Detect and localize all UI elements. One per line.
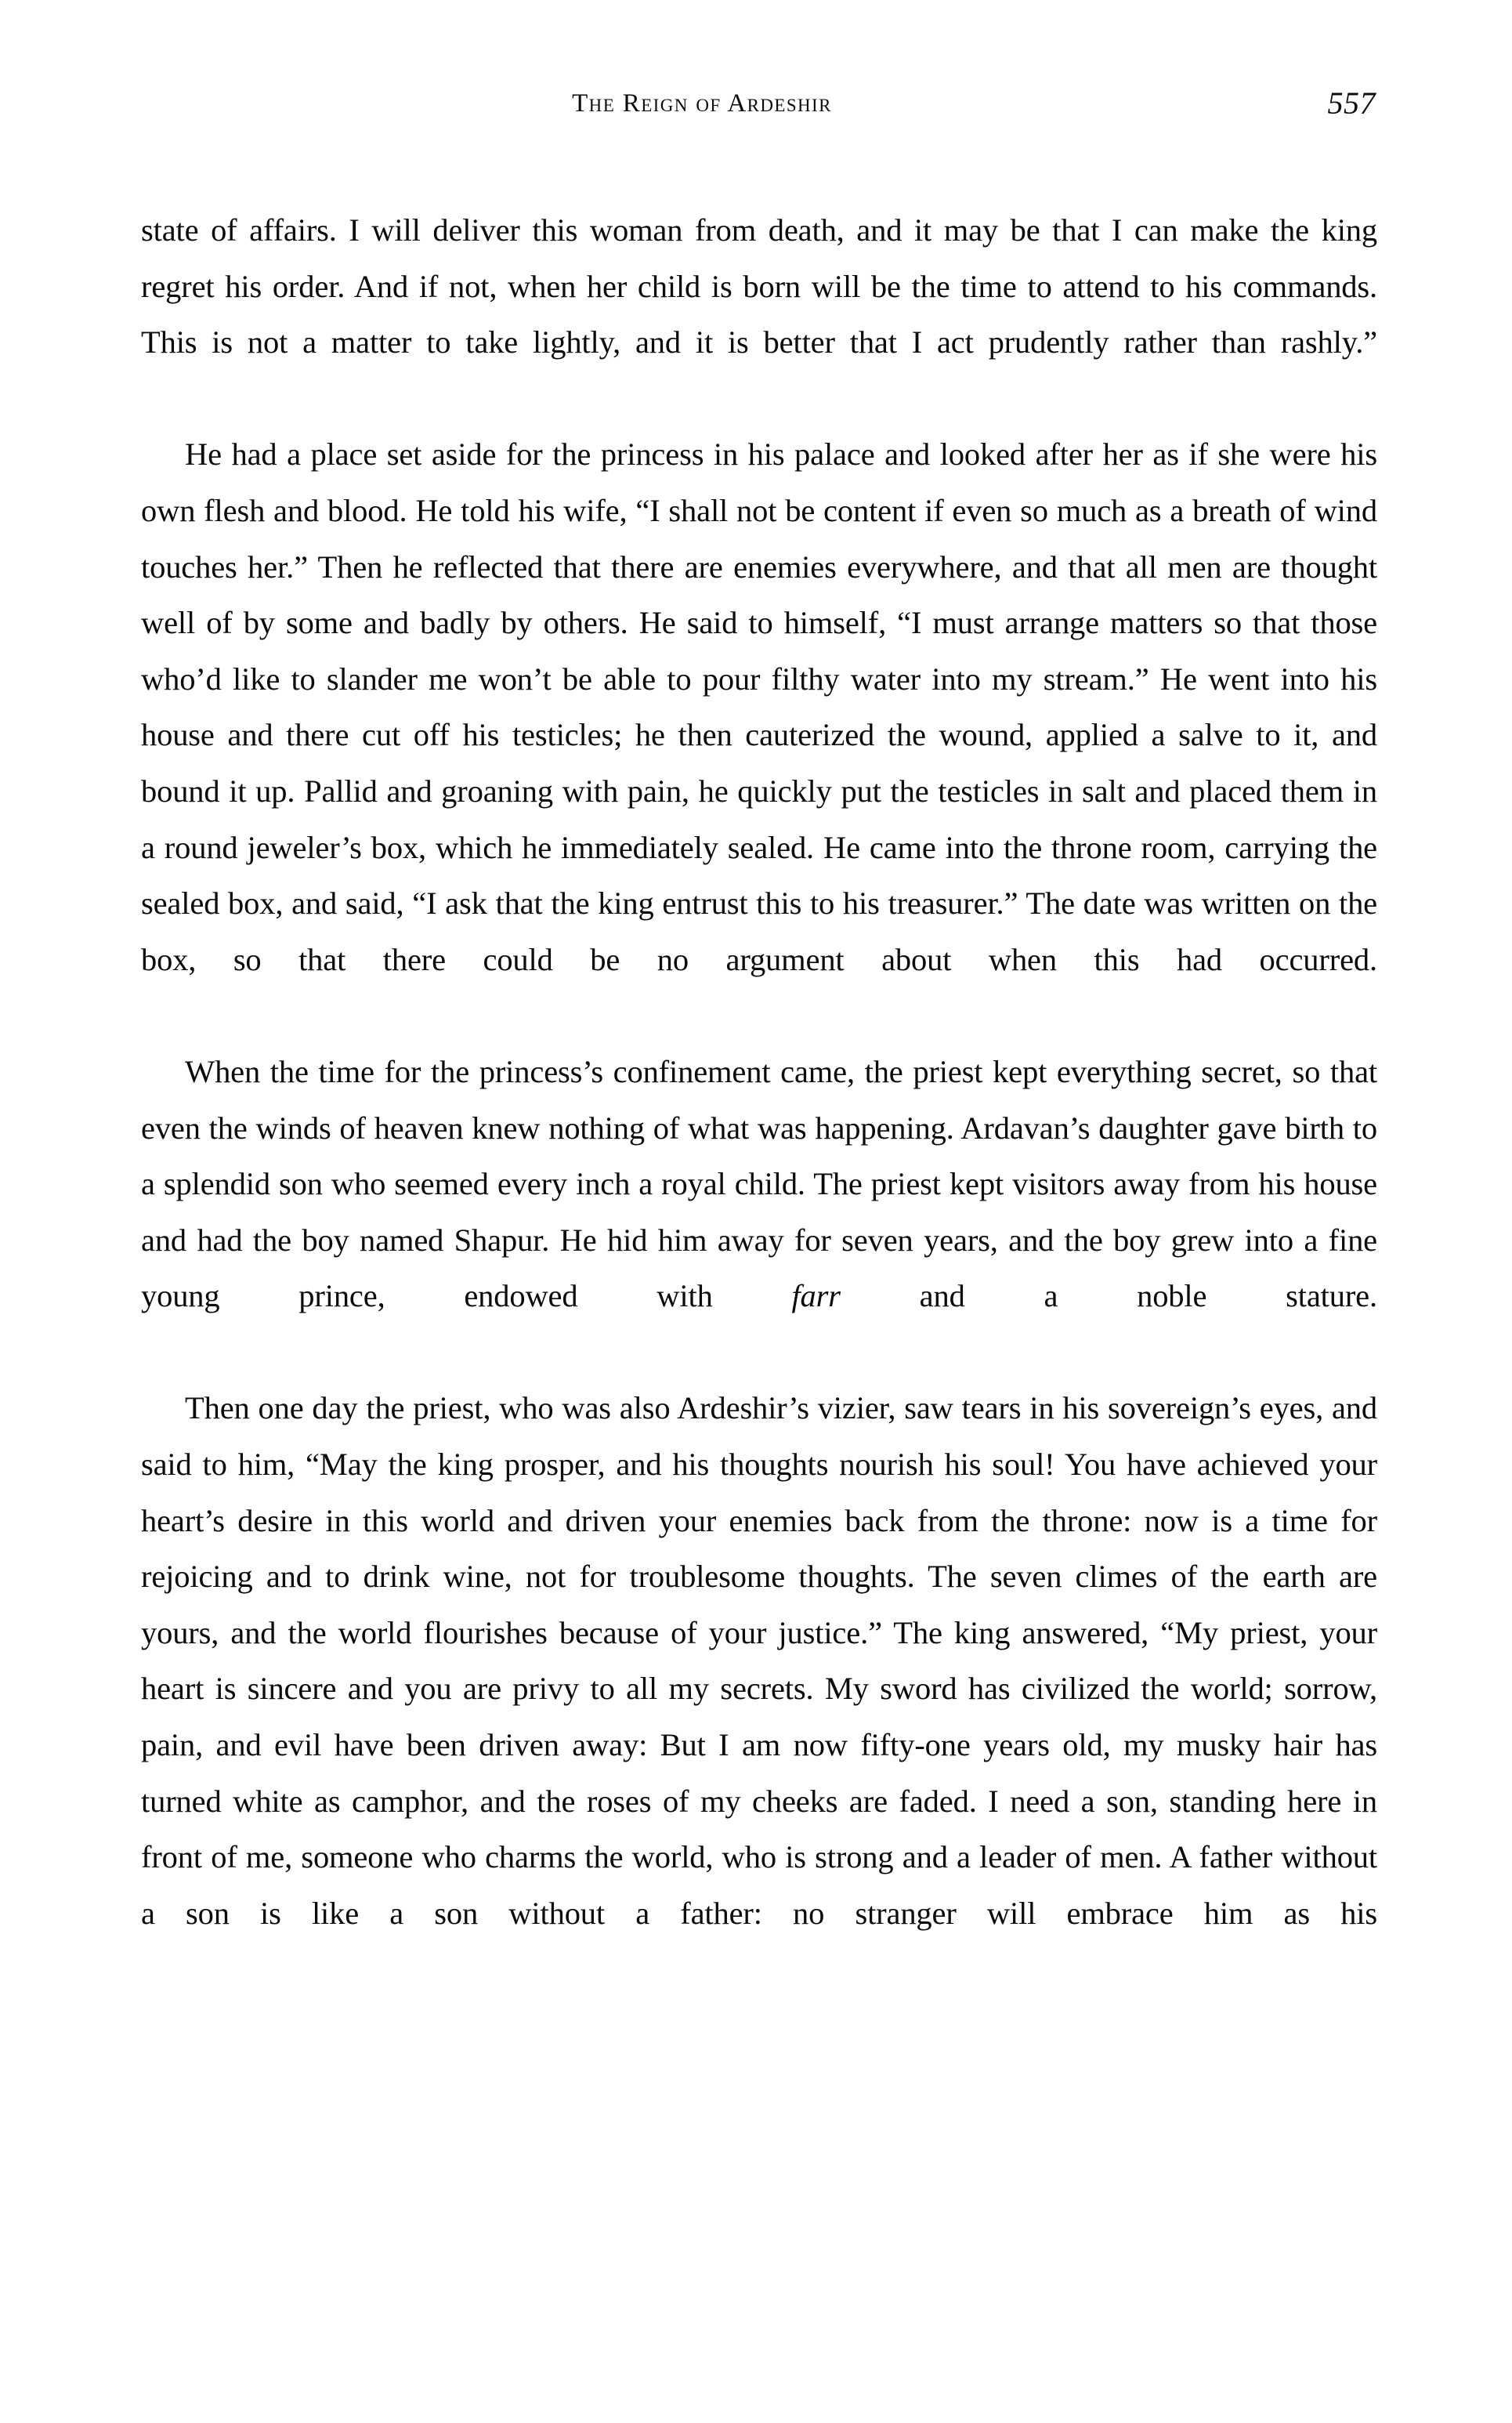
paragraph: state of affairs. I will deliver this woman from death, and it may be that I can make the king regret his order. And if not, when her child is born will be the time to attend to his commands. This is not a matter to take lightly, and it is better that I act prudently rather than rashly.”	[141, 212, 1377, 360]
running-head	[139, 85, 1376, 132]
paragraph: Then one day the priest, who was also Ardeshir’s vizier, saw tears in his sovereign’s eyes, and said to him, “May the king prosper, and his thoughts nourish his soul! You have achieved your heart’s desire in this world and driven your enemies back from the throne: now is a time for rejoicing and to drink wine, not for troublesome thoughts. The seven climes of the earth are yours, and the world flourishes because of your justice.” The king answered, “My priest, your heart is sincere and you are privy to all my secrets. My sword has civilized the world; sorrow, pain, and evil have been driven away: But I am now fifty-one years old, my musky hair has turned white as camphor, and the roses of my cheeks are faded. I need a son, standing here in front of me, someone who charms the world, who is strong and a leader of men. A father without a son is like a son without a father: no stranger will embrace him as his	[141, 1390, 1377, 1931]
paragraph-text-segment: When the time for the princess’s confinement came, the priest kept everything secret, so that even the winds of heaven knew nothing of what was happening. Ardavan’s daughter gave birth to a splendid son who seemed every inch a royal child. The priest kept visitors away from his house and had the boy named Shapur. He hid him away for seven years, and the boy grew into a fine young prince, endowed with	[141, 1053, 1377, 1314]
paragraph: He had a place set aside for the princess in his palace and looked after her as if she were his own flesh and blood. He told his wife, “I shall not be content if even so much as a breath of wind touches her.” Then he reflected that there are enemies everywhere, and that all men are thought well of by some and badly by others. He said to himself, “I must arrange matters so that those who’d like to slander me won’t be able to pour filthy water into my stream.” He went into his house and there cut off his testicles; he then cauterized the wound, applied a salve to it, and bound it up. Pallid and groaning with pain, he quickly put the testicles in salt and placed them in a round jeweler’s box, which he immediately sealed. He came into the throne room, carrying the sealed box, and said, “I ask that the king entrust this to his treasurer.” The date was written on the box, so that there could be no argument about when this had occurred.	[141, 436, 1377, 977]
page-number: 557	[1327, 85, 1376, 121]
paragraph-text-segment: and a noble stature.	[840, 1278, 1377, 1314]
italic-term: farr	[791, 1278, 841, 1314]
running-head-title: The Reign of Ardeshir	[572, 89, 832, 118]
body-text-block	[141, 202, 1377, 1997]
paragraph	[141, 1044, 1377, 1381]
